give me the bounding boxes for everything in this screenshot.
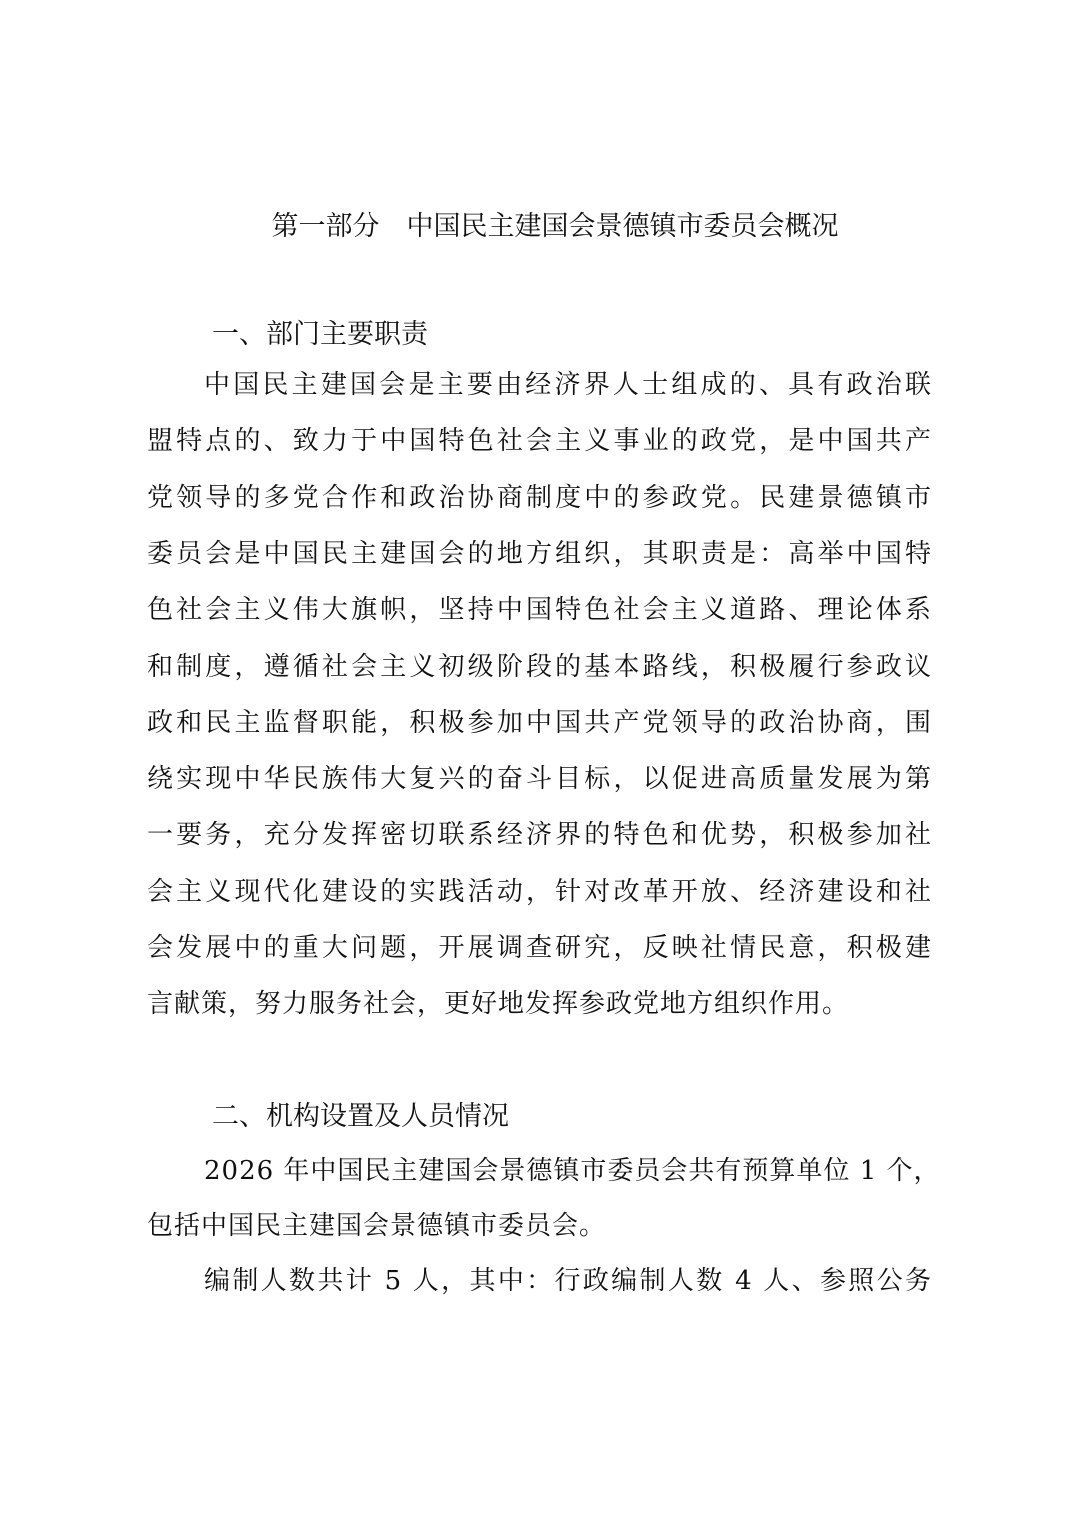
paragraph-line: 和制度，遵循社会主义初级阶段的基本路线，积极履行参政议: [147, 651, 932, 682]
paragraph-line: 编制人数共计 5 人，其中：行政编制人数 4 人、参照公务: [204, 1266, 932, 1296]
paragraph-line: 政和民主监督职能，积极参加中国共产党领导的政治协商，围: [147, 707, 932, 738]
paragraph-line: 盟特点的、致力于中国特色社会主义事业的政党，是中国共产: [147, 426, 932, 457]
paragraph-line: 委员会是中国民主建国会的地方组织，其职责是：高举中国特: [147, 538, 932, 569]
paragraph-line: 一要务，充分发挥密切联系经济界的特色和优势，积极参加社: [147, 820, 932, 851]
paragraph-line: 色社会主义伟大旗帜，坚持中国特色社会主义道路、理论体系: [147, 595, 932, 626]
page-title: 第一部分 中国民主建国会景德镇市委员会概况: [271, 211, 839, 242]
paragraph-line: 党领导的多党合作和政治协商制度中的参政党。民建景德镇市: [147, 482, 932, 513]
paragraph-line: 中国民主建国会是主要由经济界人士组成的、具有政治联: [204, 370, 932, 400]
paragraph-line: 会发展中的重大问题，开展调查研究，反映社情民意，积极建: [147, 933, 932, 963]
paragraph-line: 2026 年中国民主建国会景德镇市委员会共有预算单位 1 个，: [204, 1156, 941, 1186]
paragraph-line: 包括中国民主建国会景德镇市委员会。: [147, 1211, 607, 1241]
section-heading-2: 二、机构设置及人员情况: [212, 1101, 509, 1132]
paragraph-line: 言献策，努力服务社会，更好地发挥参政党地方组织作用。: [147, 989, 850, 1020]
section-heading-1: 一、部门主要职责: [212, 319, 428, 350]
paragraph-line: 会主义现代化建设的实践活动，针对改革开放、经济建设和社: [147, 876, 932, 907]
paragraph-line: 绕实现中华民族伟大复兴的奋斗目标，以促进高质量发展为第: [147, 764, 932, 795]
